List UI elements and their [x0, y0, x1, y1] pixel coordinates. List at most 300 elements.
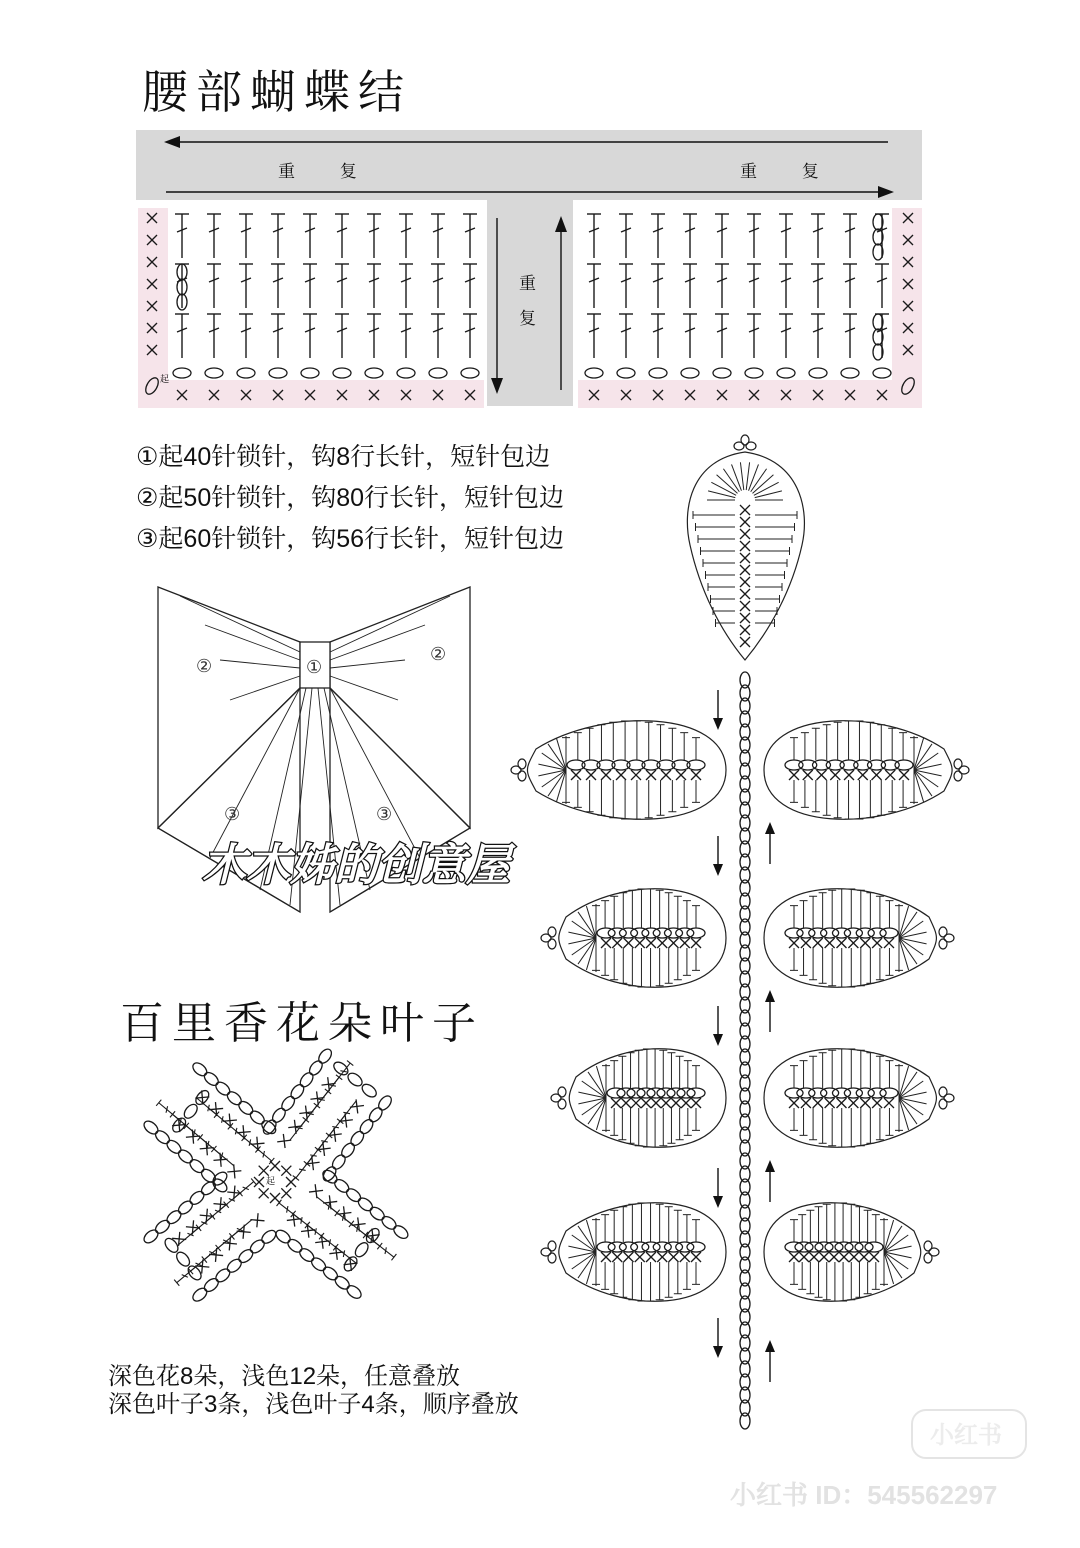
single-crochet-stitch	[860, 1098, 870, 1108]
app-watermark	[730, 1410, 1026, 1510]
leaf-stitch	[884, 1226, 902, 1252]
single-crochet-stitch	[172, 1118, 186, 1132]
single-crochet-stitch	[661, 770, 671, 780]
chain-stitch	[880, 1088, 898, 1098]
bow-note-2: ②起50针锁针，钩80行长针，短针包边	[136, 484, 565, 512]
chain-stitch	[865, 1242, 883, 1252]
leaf-stitch	[899, 1072, 917, 1098]
chain-stitch	[297, 1246, 316, 1264]
single-crochet-stitch	[809, 1252, 819, 1262]
leaf-stitch	[740, 462, 743, 490]
single-crochet-stitch	[740, 613, 750, 623]
single-crochet-stitch	[616, 770, 626, 780]
single-crochet-stitch	[254, 1177, 264, 1187]
single-crochet-stitch	[671, 1098, 681, 1108]
chain-stitch	[880, 928, 898, 938]
double-crochet-stitch	[367, 314, 381, 358]
single-crochet-stitch	[213, 1153, 227, 1167]
leaf-stitch	[586, 1252, 596, 1284]
single-crochet-stitch	[352, 1217, 366, 1231]
single-crochet-stitch	[195, 1259, 209, 1273]
single-crochet-stitch	[669, 938, 679, 948]
chain-stitch	[677, 1088, 695, 1098]
double-crochet-stitch	[271, 264, 285, 308]
single-crochet-stitch	[849, 1252, 859, 1262]
picot-stitch	[551, 1087, 566, 1109]
single-crochet-stitch	[691, 1252, 701, 1262]
single-crochet-stitch	[799, 1252, 809, 1262]
chain-stitch	[330, 1153, 348, 1172]
double-crochet-stitch	[239, 214, 253, 258]
double-crochet-stitch	[875, 214, 889, 258]
thyme-note-1: 深色花8朵，浅色12朵，任意叠放	[108, 1363, 461, 1390]
chain-stitch	[333, 368, 351, 378]
double-crochet-stitch	[314, 1194, 339, 1216]
single-crochet-stitch	[646, 1252, 656, 1262]
single-crochet-stitch	[825, 938, 835, 948]
chain-stitch	[182, 1102, 200, 1121]
single-crochet-stitch	[322, 1077, 336, 1091]
chain-stitch	[269, 368, 287, 378]
start-mark-bow: 起	[160, 374, 170, 384]
chain-stitch	[190, 1060, 209, 1078]
chain-stitch	[332, 1177, 351, 1195]
leaf-stitch	[708, 491, 735, 498]
single-crochet-stitch	[872, 770, 882, 780]
double-crochet-stitch	[747, 214, 761, 258]
chain-stitch	[657, 1088, 675, 1098]
single-crochet-stitch	[680, 1252, 690, 1262]
bow-part-tail-left: ③	[224, 804, 241, 824]
single-crochet-stitch	[830, 770, 840, 780]
leaf-stitch	[914, 744, 932, 770]
single-crochet-stitch	[740, 589, 750, 599]
leaf-stitch	[755, 491, 782, 498]
chain-stitch	[353, 1240, 371, 1259]
single-crochet-stitch	[680, 938, 690, 948]
leaf-stitch	[732, 464, 742, 490]
chain-stitch	[225, 1257, 244, 1275]
chain-stitch	[649, 368, 667, 378]
single-crochet-stitch	[859, 1252, 869, 1262]
chain-stitch	[176, 1199, 195, 1217]
chain-stitch	[173, 368, 191, 378]
chain-stitch	[190, 1286, 209, 1304]
double-crochet-stitch	[207, 314, 221, 358]
double-crochet-stitch	[207, 214, 221, 258]
chain-stitch	[681, 368, 699, 378]
app-id-text: 小红书 ID：545562297	[730, 1480, 998, 1510]
double-crochet-stitch	[367, 214, 381, 258]
leaf-stitch	[588, 1072, 606, 1098]
single-crochet-stitch	[259, 1188, 269, 1198]
double-crochet-stitch	[320, 1075, 342, 1100]
single-crochet-stitch	[281, 1166, 291, 1176]
picot-stitch	[939, 927, 954, 949]
bow-part-tail-right: ③	[376, 804, 393, 824]
pink-border-right	[892, 208, 922, 408]
double-crochet-stitch	[683, 264, 697, 308]
double-crochet-stitch	[747, 314, 761, 358]
bow-part-side-right: ②	[430, 644, 447, 664]
start-mark-flower: 起	[266, 1176, 276, 1186]
thyme-note-2: 深色叶子3条，浅色叶子4条，顺序叠放	[108, 1391, 519, 1418]
leaf-stitch	[586, 938, 596, 970]
thyme-leaf-stem	[511, 672, 969, 1429]
chain-stitch	[333, 1274, 352, 1292]
single-crochet-stitch	[740, 565, 750, 575]
double-crochet-stitch	[175, 214, 189, 258]
chain-stitch	[248, 1237, 267, 1255]
single-crochet-stitch	[259, 1166, 269, 1176]
leaf-stitch	[899, 1098, 909, 1130]
chain-stitch	[225, 1089, 244, 1107]
chain-stitch	[461, 368, 479, 378]
thyme-flower	[140, 1045, 412, 1305]
chain-stitch	[344, 1186, 363, 1204]
single-crochet-stitch	[884, 1098, 894, 1108]
single-crochet-stitch	[309, 1184, 323, 1198]
double-crochet-stitch	[367, 264, 381, 308]
picot-stitch	[541, 1241, 556, 1263]
single-crochet-stitch	[789, 1252, 799, 1262]
single-crochet-stitch	[641, 1098, 651, 1108]
chain-stitch	[805, 1242, 823, 1252]
double-crochet-stitch	[875, 314, 889, 358]
double-crochet-stitch	[683, 314, 697, 358]
double-crochet-stitch	[309, 1089, 331, 1114]
single-crochet-stitch	[571, 770, 581, 780]
single-crochet-stitch	[801, 938, 811, 948]
single-crochet-stitch	[740, 529, 750, 539]
single-crochet-stitch	[237, 1225, 251, 1239]
repeat-vertical-2: 复	[519, 309, 536, 328]
chain-stitch	[687, 1088, 705, 1098]
double-crochet-stitch	[287, 1117, 309, 1142]
double-crochet-stitch	[683, 214, 697, 258]
double-crochet-stitch	[343, 1216, 368, 1238]
double-crochet-stitch	[811, 264, 825, 308]
double-crochet-stitch	[619, 314, 633, 358]
single-crochet-stitch	[813, 938, 823, 948]
picot-stitch	[511, 759, 526, 781]
double-crochet-stitch	[651, 214, 665, 258]
single-crochet-stitch	[801, 1098, 811, 1108]
leaf-stitch	[884, 1220, 894, 1252]
double-crochet-stitch	[335, 314, 349, 358]
single-crochet-stitch	[837, 1098, 847, 1108]
single-crochet-stitch	[839, 1252, 849, 1262]
chain-stitch	[845, 1242, 863, 1252]
chain-stitch	[153, 1128, 172, 1146]
double-crochet-stitch	[271, 214, 285, 258]
single-crochet-stitch	[601, 938, 611, 948]
side-leaf	[541, 889, 726, 988]
chain-stitch	[365, 368, 383, 378]
double-crochet-stitch	[463, 214, 477, 258]
chain-stitch	[895, 760, 913, 770]
leaf-stitch	[588, 1098, 606, 1124]
single-crochet-stitch	[250, 1213, 264, 1227]
double-crochet-stitch	[619, 264, 633, 308]
double-crochet-stitch	[303, 314, 317, 358]
chain-stitch	[345, 1283, 364, 1301]
leaf-stitch	[899, 906, 909, 938]
single-crochet-stitch	[601, 770, 611, 780]
single-crochet-stitch	[829, 1252, 839, 1262]
double-crochet-stitch	[335, 264, 349, 308]
picot-stitch	[939, 1087, 954, 1109]
single-crochet-stitch	[270, 1193, 280, 1203]
single-crochet-stitch	[200, 1141, 214, 1155]
double-crochet-stitch	[431, 314, 445, 358]
single-crochet-stitch	[860, 938, 870, 948]
single-crochet-stitch	[624, 1252, 634, 1262]
leaf-stitch	[556, 738, 566, 770]
single-crochet-stitch	[825, 1098, 835, 1108]
single-crochet-stitch	[740, 577, 750, 587]
chain-stitch	[142, 1227, 161, 1245]
chain-stitch	[307, 1059, 325, 1078]
chain-stitch	[397, 368, 415, 378]
chain-stitch	[142, 1119, 161, 1137]
single-crochet-stitch	[635, 1252, 645, 1262]
bow-left-grid	[143, 213, 479, 400]
single-crochet-stitch	[740, 553, 750, 563]
single-crochet-stitch	[813, 1098, 823, 1108]
double-crochet-stitch	[335, 214, 349, 258]
repeat-vertical-1: 重	[519, 274, 536, 293]
chain-stitch	[298, 1070, 316, 1089]
single-crochet-stitch	[789, 1098, 799, 1108]
leaf-stitch	[586, 906, 596, 938]
leaf-stitch	[548, 770, 566, 796]
single-crochet-stitch	[869, 1252, 879, 1262]
picot-stitch	[954, 759, 969, 781]
leaf-stitch	[914, 770, 932, 796]
chain-stitch	[188, 1189, 207, 1207]
chain-stitch	[815, 1242, 833, 1252]
single-crochet-stitch	[601, 1252, 611, 1262]
double-crochet-stitch	[207, 264, 221, 308]
thyme-title: 百里香花朵叶子	[120, 998, 484, 1049]
double-crochet-stitch	[239, 264, 253, 308]
chain-stitch	[585, 368, 603, 378]
single-crochet-stitch	[281, 1188, 291, 1198]
double-crochet-stitch	[271, 314, 285, 358]
double-crochet-stitch	[779, 264, 793, 308]
leaf-stitch	[596, 1066, 606, 1098]
bow-part-center: ①	[306, 657, 323, 677]
chain-stitch	[809, 368, 827, 378]
single-crochet-stitch	[227, 1164, 241, 1178]
leaf-stitch	[556, 770, 566, 802]
single-crochet-stitch	[270, 1161, 280, 1171]
single-crochet-stitch	[586, 770, 596, 780]
single-crochet-stitch	[310, 1091, 324, 1105]
single-crochet-stitch	[277, 1134, 291, 1148]
double-crochet-stitch	[747, 264, 761, 308]
chain-stitch	[331, 1060, 350, 1078]
double-crochet-stitch	[239, 314, 253, 358]
leaf-stitch	[914, 770, 924, 802]
chain-stitch	[309, 1255, 328, 1273]
chain-stitch	[279, 1094, 297, 1113]
chain-stitch	[346, 1071, 365, 1089]
single-crochet-stitch	[646, 770, 656, 780]
chain-stitch	[289, 1082, 307, 1101]
double-crochet-stitch	[811, 214, 825, 258]
chain-stitch	[188, 1157, 207, 1175]
single-crochet-stitch	[286, 1177, 296, 1187]
single-crochet-stitch	[288, 1120, 302, 1134]
double-crochet-stitch	[587, 214, 601, 258]
chain-stitch	[236, 1247, 255, 1265]
single-crochet-stitch	[624, 938, 634, 948]
side-leaf	[541, 1203, 726, 1302]
chain-stitch	[745, 368, 763, 378]
chain-stitch	[429, 368, 447, 378]
single-crochet-stitch	[844, 770, 854, 780]
chain-stitch	[259, 1228, 278, 1246]
side-leaf	[511, 721, 726, 820]
single-crochet-stitch	[186, 1130, 200, 1144]
double-crochet-stitch	[399, 264, 413, 308]
chain-stitch	[841, 368, 859, 378]
chain-stitch	[667, 1088, 685, 1098]
double-crochet-stitch	[715, 214, 729, 258]
leaf-stitch	[548, 744, 566, 770]
repeat-label-left: 重 复	[278, 162, 377, 181]
leaf-stitch	[899, 1066, 909, 1098]
leaf-stitch	[578, 938, 596, 964]
leaf-stitch	[578, 1252, 596, 1278]
chain-stitch	[597, 1242, 615, 1252]
chain-stitch	[873, 368, 891, 378]
single-crochet-stitch	[651, 1098, 661, 1108]
chain-stitch	[785, 1242, 803, 1252]
chain-stitch	[339, 1141, 357, 1160]
picot-stitch	[734, 435, 756, 450]
double-crochet-stitch	[843, 214, 857, 258]
chain-stitch	[825, 1242, 843, 1252]
chain-stitch	[607, 1088, 625, 1098]
leaf-stitch	[578, 912, 596, 938]
double-crochet-stitch	[303, 214, 317, 258]
single-crochet-stitch	[631, 770, 641, 780]
chain-stitch	[202, 1276, 221, 1294]
single-crochet-stitch	[366, 1229, 380, 1243]
chain-stitch	[202, 1070, 221, 1088]
single-crochet-stitch	[884, 938, 894, 948]
picot-stitch	[541, 927, 556, 949]
leaf-stitch	[586, 1220, 596, 1252]
chain-stitch	[274, 1228, 293, 1246]
single-crochet-stitch	[646, 938, 656, 948]
repeat-label-right: 重 复	[740, 162, 839, 181]
single-crochet-stitch	[872, 1098, 882, 1108]
leaf-stitch	[899, 938, 909, 970]
single-crochet-stitch	[740, 505, 750, 515]
chain-stitch	[617, 1088, 635, 1098]
chain-stitch	[835, 1242, 853, 1252]
chain-stitch	[316, 1047, 334, 1066]
single-crochet-stitch	[872, 938, 882, 948]
author-watermark: 木木姊的创意屋	[202, 841, 510, 890]
chain-stitch	[213, 1080, 232, 1098]
single-crochet-stitch	[209, 1248, 223, 1262]
double-crochet-stitch	[619, 214, 633, 258]
chain-stitch	[348, 1129, 366, 1148]
leaf-stitch	[884, 1252, 902, 1278]
chain-stitch	[795, 1242, 813, 1252]
double-crochet-stitch	[328, 1205, 353, 1227]
chain-stitch	[199, 1167, 218, 1185]
single-crochet-stitch	[858, 770, 868, 780]
thyme-top-leaf	[687, 435, 804, 660]
double-crochet-stitch	[298, 1103, 320, 1128]
single-crochet-stitch	[681, 1098, 691, 1108]
double-crochet-stitch	[399, 314, 413, 358]
single-crochet-stitch	[837, 938, 847, 948]
single-crochet-stitch	[740, 637, 750, 647]
single-crochet-stitch	[740, 601, 750, 611]
side-leaf	[764, 1049, 954, 1148]
leaf-stitch	[899, 1098, 917, 1124]
chain-stitch	[617, 368, 635, 378]
single-crochet-stitch	[848, 1098, 858, 1108]
double-crochet-stitch	[779, 314, 793, 358]
chain-stitch	[213, 1266, 232, 1284]
chain-stitch	[301, 368, 319, 378]
chain-stitch	[165, 1138, 184, 1156]
chain-stitch	[367, 1105, 385, 1124]
bow-right-grid	[585, 213, 917, 400]
side-leaf	[764, 889, 954, 988]
bow-note-1: ①起40针锁针，钩8行长针，短针包边	[136, 443, 551, 471]
app-logo-text: 小红书	[930, 1422, 1002, 1449]
chain-stitch	[637, 1088, 655, 1098]
picot-stitch	[924, 1241, 939, 1263]
bow-note-3: ③起60针锁针，钩56行长针，短针包边	[136, 525, 565, 553]
chain-stitch	[713, 368, 731, 378]
double-crochet-stitch	[875, 264, 889, 308]
single-crochet-stitch	[803, 770, 813, 780]
double-crochet-stitch	[843, 314, 857, 358]
side-leaf	[764, 721, 969, 820]
chain-stitch	[391, 1223, 410, 1241]
single-crochet-stitch	[669, 1252, 679, 1262]
chain-stitch	[376, 1094, 394, 1113]
double-crochet-stitch	[651, 264, 665, 308]
chain-stitch	[777, 368, 795, 378]
leaf-stitch	[578, 1226, 596, 1252]
chain-stitch	[153, 1218, 172, 1236]
single-crochet-stitch	[691, 1098, 701, 1108]
single-crochet-stitch	[661, 1098, 671, 1108]
side-leaf	[551, 1049, 726, 1148]
single-crochet-stitch	[323, 1195, 337, 1209]
single-crochet-stitch	[819, 1252, 829, 1262]
double-crochet-stitch	[431, 264, 445, 308]
double-crochet-stitch	[715, 264, 729, 308]
single-crochet-stitch	[299, 1106, 313, 1120]
chain-stitch	[597, 928, 615, 938]
single-crochet-stitch	[657, 938, 667, 948]
double-crochet-stitch	[399, 214, 413, 258]
single-crochet-stitch	[740, 517, 750, 527]
double-crochet-stitch	[431, 214, 445, 258]
